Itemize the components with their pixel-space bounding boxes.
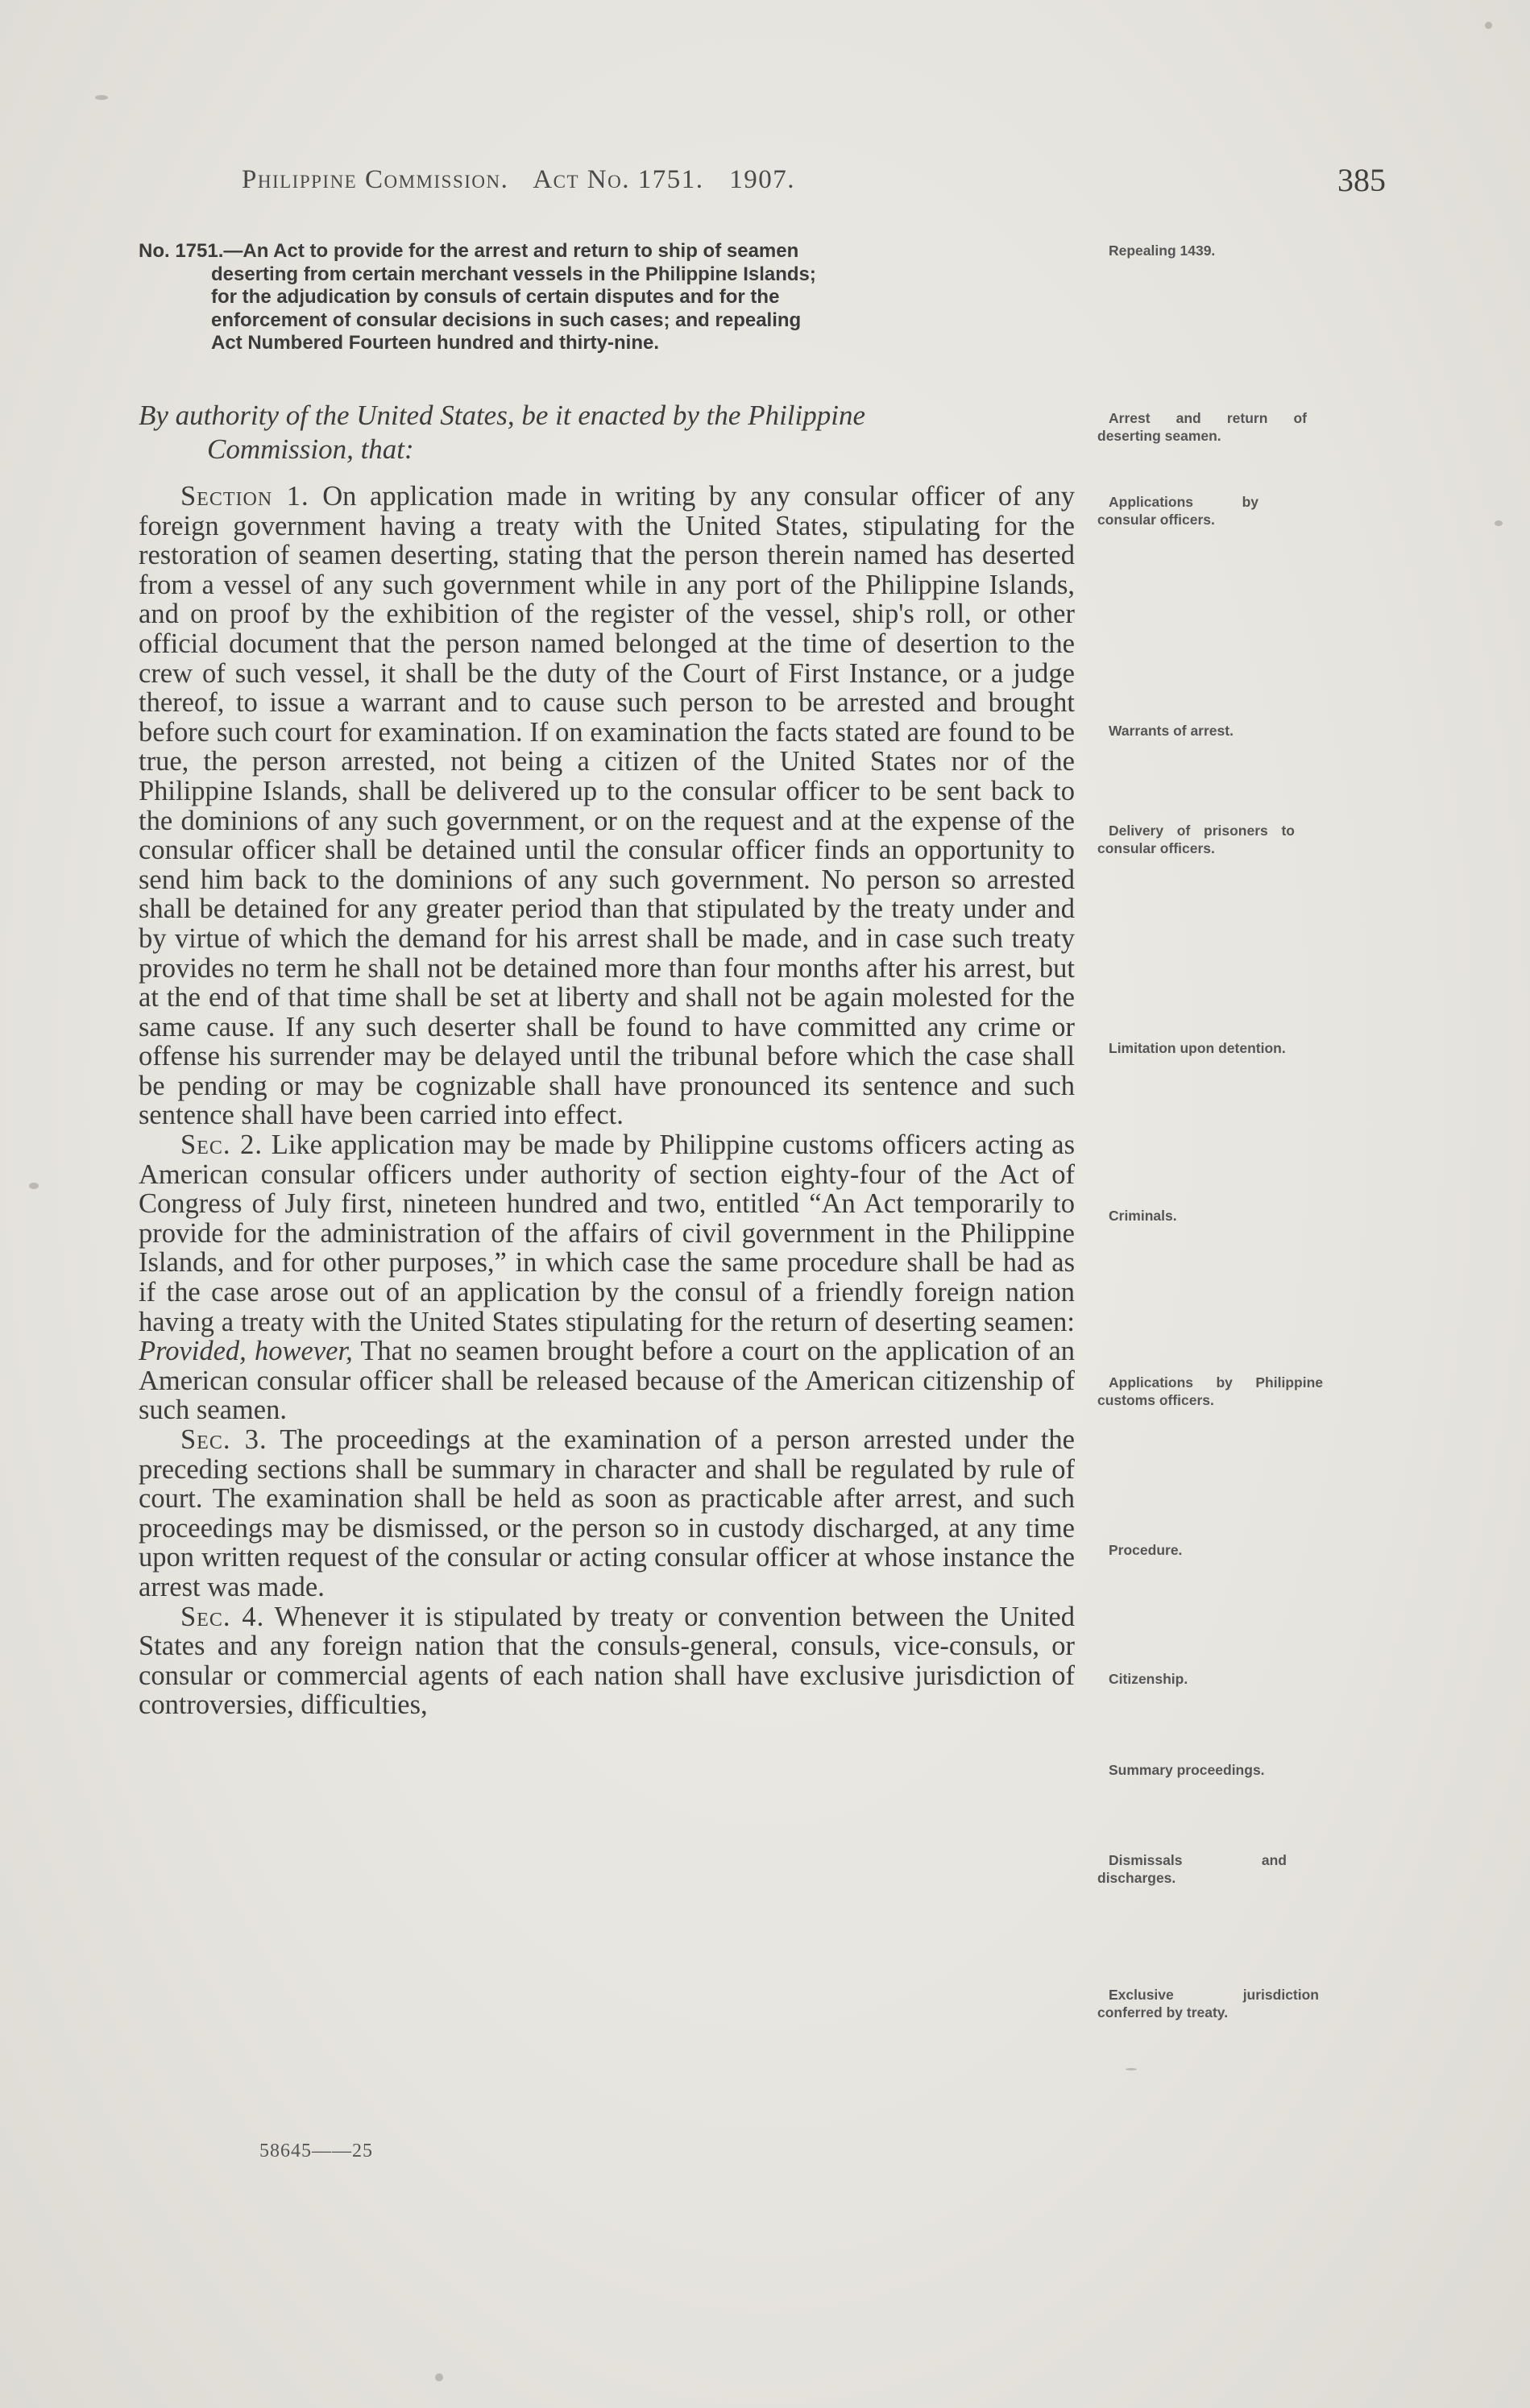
paper-speck <box>95 95 108 100</box>
running-head-act: Act No. 1751. <box>533 165 704 194</box>
section-2 <box>139 1130 1075 1425</box>
section-3-text: The proceedings at the examination of a person arrested under the preceding sections shall be summary in character and shall be regulated by rule of court. The examination shall be held as soon as practicable after arrest, and such proceedings may be dismissed, or the person so in custody discharged, at any time upon written request of the consular or acting consular officer at whose instance the arrest was made. <box>139 1424 1075 1602</box>
enacting-clause-line: Commission, that: <box>207 433 414 465</box>
page-number: 385 <box>1337 162 1386 198</box>
running-head-commission: Philippine Commission. <box>242 165 509 194</box>
margin-note-dismissals: Dismissals and discharges. <box>1097 1852 1287 1886</box>
act-title-line: Act Numbered Fourteen hundred and thirty-nine. <box>211 332 660 354</box>
act-title <box>139 240 1065 355</box>
printer-signature: 58645——25 <box>259 2141 373 2161</box>
act-title-line: enforcement of consular decisions in such cases; and repealing <box>211 309 802 331</box>
margin-note-procedure: Procedure. <box>1109 1542 1183 1558</box>
section-4-label: Sec. 4. <box>180 1601 265 1632</box>
act-title-line: deserting from certain merchant vessels in the Philippine Islands; <box>211 263 816 285</box>
margin-note-exclusive: Exclusive jurisdiction conferred by treaty. <box>1097 1987 1319 2020</box>
margin-note-citizenship: Citizenship. <box>1109 1671 1188 1687</box>
margin-note-summary: Summary proceedings. <box>1109 1762 1265 1778</box>
margin-note-arrest-return: Arrest and return of deserting seamen. <box>1097 410 1307 444</box>
section-2-proviso: Provided, however, <box>139 1336 353 1367</box>
margin-note-limitation: Limitation upon detention. <box>1109 1040 1286 1056</box>
section-1 <box>139 482 1075 1130</box>
paper-speck <box>435 2373 443 2381</box>
margin-note-delivery: Delivery of prisoners to consular officers. <box>1097 823 1295 856</box>
paper-speck <box>1485 22 1492 29</box>
section-3 <box>139 1425 1075 1602</box>
section-4 <box>139 1602 1075 1720</box>
act-title-line: for the adjudication by consuls of certain disputes and for the <box>211 286 780 308</box>
act-body <box>139 482 1075 1720</box>
section-2-text-end: That no seamen brought before a court on the application of an American consular officer shall be released because of the American citizenship of such seamen. <box>139 1336 1076 1426</box>
enacting-clause <box>139 399 1073 466</box>
running-head-year: 1907. <box>729 165 795 194</box>
margin-note-repealing: Repealing 1439. <box>1109 242 1216 259</box>
section-2-label: Sec. 2. <box>180 1129 263 1161</box>
margin-note-applications-customs: Applications by Philippine customs officers. <box>1097 1374 1323 1408</box>
paper-speck <box>29 1183 39 1189</box>
section-1-label: Section 1. <box>180 481 309 512</box>
section-2-text: Like application may be made by Philippine customs officers acting as American consular officers under authority of section eighty-four of the Act of Congress of July first, nineteen hundred and two, entitled “An Act temporarily to provide for the administration of the affairs of civil government in the Philippine Islands, and for other purposes,” in which case the same procedure shall be had as if the case arose out of an application by the consul of a friendly foreign nation having a treaty with the United States stipulating for the return of deserting seamen: <box>139 1129 1076 1337</box>
section-4-text: Whenever it is stipulated by treaty or convention between the United States and any foreign nation that the consuls-general, consuls, vice-consuls, or consular or commercial agents of each nation shall have exclusive jurisdiction of controversies, difficulties, <box>139 1601 1075 1721</box>
paper-speck <box>1495 520 1503 526</box>
margin-note-warrants: Warrants of arrest. <box>1109 723 1234 739</box>
running-head <box>242 165 813 195</box>
section-3-label: Sec. 3. <box>180 1424 267 1455</box>
act-title-line: No. 1751.—An Act to provide for the arrest and return to ship of seamen <box>139 240 799 262</box>
margin-note-criminals: Criminals. <box>1109 1208 1177 1224</box>
enacting-clause-line: By authority of the United States, be it enacted by the Philippine <box>139 400 866 431</box>
margin-note-applications-consular: Applications by consular officers. <box>1097 494 1258 528</box>
section-1-text: On application made in writing by any consular officer of any foreign government having a treaty with the United States, stipulating for the restoration of seamen deserting, stating that the person therein named has deserted from a vessel of any such government while in any port of the Philippine Islands, and on proof by the exhibition of the register of the vessel, ship's roll, or other official document that the person named belonged at the time of desertion to the crew of such vessel, it shall be the duty of the Court of First Instance, or a judge thereof, to issue a warrant and to cause such person to be arrested and brought before such court for examination. If on examination the facts stated are found to be true, the person arrested, not being a citizen of the United States nor of the Philippine Islands, shall be delivered up to the consular officer to be sent back to the dominions of any such government, or on the request and at the expense of the consular officer shall be detained until the consular officer finds an opportunity to send him back to the dominions of any such government. No person so arrested shall be detained for any greater period than that stipulated by the treaty under and by virtue of which the demand for his arrest shall be made, and in case such treaty provides no term he shall not be detained more than four months after his arrest, but at the end of that time shall be set at liberty and shall not be again molested for the same cause. If any such deserter shall be found to have committed any crime or offense his surrender may be delayed until the tribunal before which the case shall be pending or may be cognizable shall have pronounced its sentence and such sentence shall have been carried into effect. <box>139 481 1075 1131</box>
paper-speck <box>1126 2068 1137 2070</box>
